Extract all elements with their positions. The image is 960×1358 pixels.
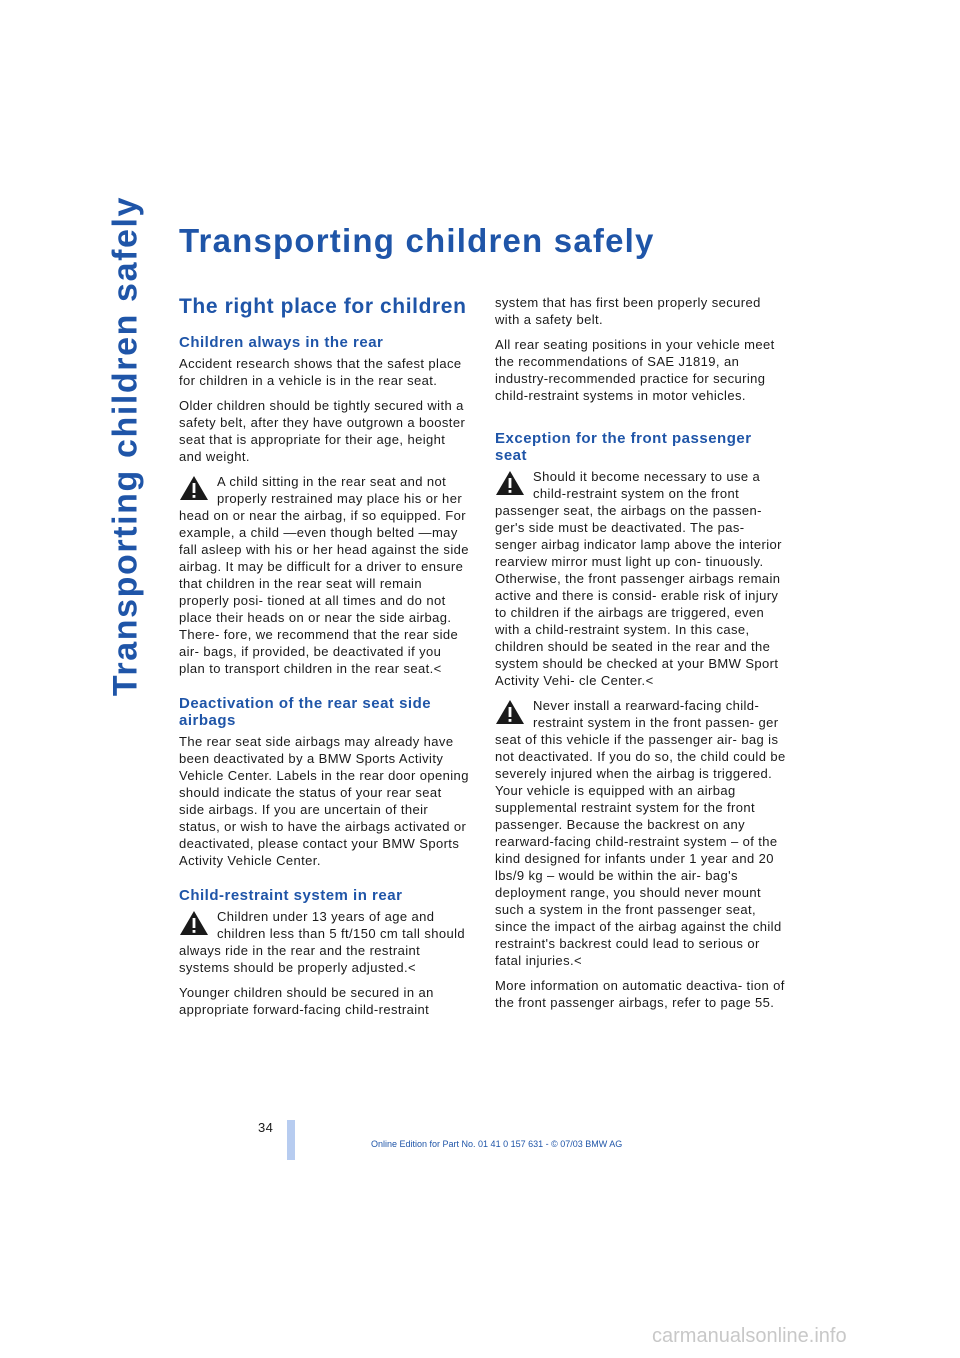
exception-heading: Exception for the front passenger seat — [495, 430, 752, 464]
exception-warning-1 — [495, 468, 787, 689]
edition-note: Online Edition for Part No. 01 41 0 157 631 - © 07/03 BMW AG — [371, 1139, 623, 1149]
page-title: Transporting children safely — [179, 222, 655, 259]
side-title-text: Transporting children safely — [106, 195, 145, 697]
rear-paragraph-1: Accident research shows that the safest place for children in a vehicle is in the rear seat. — [179, 356, 462, 388]
page-number: 34 — [258, 1120, 274, 1135]
exception-warning-2-continued: Your vehicle is equipped with an airbag supplemental restraint system for the front passenger. Because the backrest on any rearward-facing child-restraint system – of the kind designed for infants under 1 year and 20 lbs/9 kg – would be within the air- bag's deployment range, you should never mount such a system in the front passenger seat, since the impact of the airbag against the child restraint's backrest could lead to serious or fatal injuries.< — [495, 783, 782, 968]
rear-warning-text: A child sitting in the rear seat and not properly restrained may place his or her head on or near the airbag, if so equipped. For example, a child —even though belted —may fall asleep with his or her head against the side airbag. It may be difficult for a driver to ensure that children in the rear seat will remain properly posi- tioned at all times and do not place their heads on or near the side airbag. There- fore, we recommend that the rear side air- bags, if provided, be deactivated if you plan to transport children in the rear seat.< — [179, 474, 469, 676]
page-bar — [287, 1120, 295, 1160]
rear-paragraph-2: Older children should be tightly secured with a safety belt, after they have outgrown a booster seat that is appropriate for their age, height and weight. — [179, 398, 466, 464]
child-restraint-warning — [179, 908, 471, 976]
warning-triangle-icon — [495, 470, 525, 496]
warning-triangle-icon — [495, 699, 525, 725]
rear-heading: Children always in the rear — [179, 334, 384, 351]
section-heading: The right place for children — [179, 295, 467, 318]
deactivation-paragraph: The rear seat side airbags may already have been deactivated by a BMW Sports Activity Vehicle Center. Labels in the rear door opening should indicate the status of your rear seat side airbags. If you are uncertain of their status, or wish to have the airbags activated or deactivated, please contact your BMW Sports Activity Vehicle Center. — [179, 734, 469, 868]
child-restraint-warning-text: Children under 13 years of age and children less than 5 ft/150 cm tall should always ride in the rear and the restraint systems should be properly adjusted.< — [179, 909, 466, 975]
warning-triangle-icon — [179, 910, 209, 936]
more-info-paragraph: More information on automatic deactiva- tion of the front passenger airbags, refer to page 55. — [495, 978, 785, 1010]
side-title — [96, 195, 156, 697]
child-restraint-paragraph: Younger children should be secured in an appropriate forward-facing child-restraint — [179, 985, 434, 1017]
rear-warning — [179, 473, 471, 677]
right-column — [495, 294, 787, 1019]
exception-warning-2-text: Never install a rearward-facing child- restraint system in the front passen- ger seat of this vehicle if the passenger air- bag is not deactivated. If you do so, the child could be severely injured when the airbag is triggered. — [495, 698, 786, 781]
continued-paragraph: system that has first been properly secured with a safety belt. — [495, 295, 761, 327]
deactivation-heading: Deactivation of the rear seat side airbags — [179, 695, 432, 729]
watermark: carmanualsonline.info — [652, 1325, 847, 1347]
warning-triangle-icon — [179, 475, 209, 501]
child-restraint-heading: Child-restraint system in rear — [179, 887, 403, 904]
exception-warning-1-text: Should it become necessary to use a child-restraint system on the front passenger seat, the airbags on the passen- ger's side must be deactivated. The pas- senger airbag indicator lamp above the interior rearview mirror must light up con- tinuously. Otherwise, the front passenger airbags remain active and there is consid- erable risk of injury to children if the airbags are triggered, even with a child-restraint system. In this case, children should be seated in the rear and the system should be checked at your BMW Sport Activity Vehi- cle Center.< — [495, 469, 782, 688]
sae-paragraph: All rear seating positions in your vehicle meet the recommendations of SAE J1819, an industry-recommended practice for securing child-restraint systems in motor vehicles. — [495, 337, 775, 403]
left-column — [179, 294, 471, 1026]
exception-warning-2 — [495, 697, 787, 969]
